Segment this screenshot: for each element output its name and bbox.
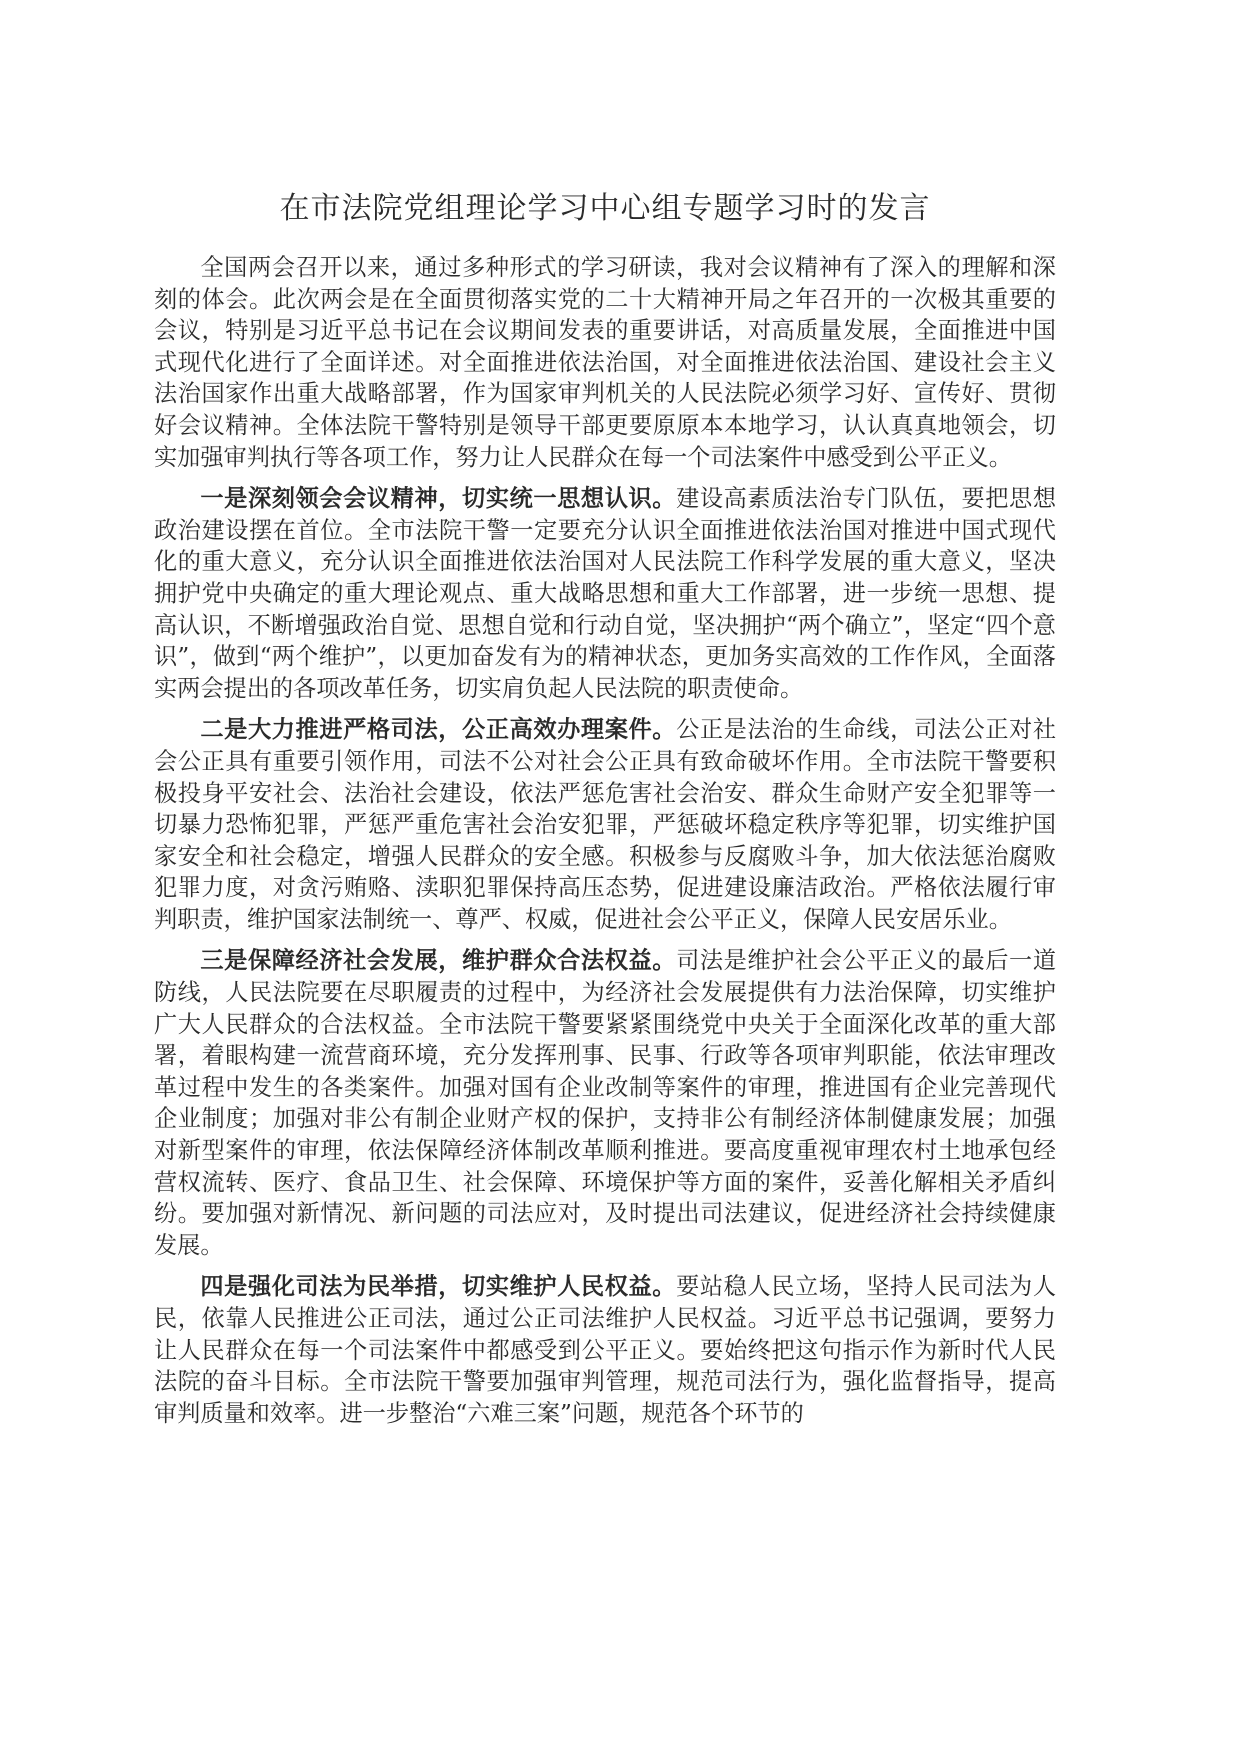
section-heading-1: 一是深刻领会会议精神，切实统一思想认识。 [200, 485, 677, 513]
intro-paragraph: 全国两会召开以来，通过多种形式的学习研读，我对会议精神有了深入的理解和深刻的体会。此次两会是在全面贯彻落实党的二十大精神开局之年召开的一次极其重要的会议，特别是习近平总书记在会议期间发表的重要讲话，对高质量发展，全面推进中国式现代化进行了全面详述。对全面推进依法治国，对全面推进依法治国、建设社会主义法治国家作出重大战略部署，作为国家审判机关的人民法院必须学习好、宣传好、贯彻好会议精神。全体法院干警特别是领导干部更要原原本本地学习，认认真真地领会，切实加强审判执行等各项工作，努力让人民群众在每一个司法案件中感受到公平正义。 [154, 254, 1056, 471]
document-title: 在市法院党组理论学习中心组专题学习时的发言 [279, 191, 931, 226]
section-paragraph-1 [154, 483, 1056, 704]
section-paragraph-3 [154, 945, 1056, 1261]
section-paragraph-2 [154, 714, 1056, 935]
section-heading-3: 三是保障经济社会发展，维护群众合法权益。 [200, 947, 677, 975]
section-body-1: 建设高素质法治专门队伍，要把思想政治建设摆在首位。全市法院干警一定要充分认识全面推进依法治国对推进中国式现代化的重大意义，充分认识全面推进依法治国对人民法院工作科学发展的重大意义，坚决拥护党中央确定的重大理论观点、重大战略思想和重大工作部署，进一步统一思想、提高认识，不断增强政治自觉、思想自觉和行动自觉，坚决拥护“两个确立”，坚定“四个意识”，做到“两个维护”，以更加奋发有为的精神状态，更加务实高效的工作作风，全面落实两会提出的各项改革任务，切实肩负起人民法院的职责使命。 [154, 485, 1057, 702]
section-body-3: 司法是维护社会公平正义的最后一道防线，人民法院要在尽职履责的过程中，为经济社会发展提供有力法治保障，切实维护广大人民群众的合法权益。全市法院干警要紧紧围绕党中央关于全面深化改革的重大部署，着眼构建一流营商环境，充分发挥刑事、民事、行政等各项审判职能，依法审理改革过程中发生的各类案件。加强对国有企业改制等案件的审理，推进国有企业完善现代企业制度；加强对非公有制企业财产权的保护，支持非公有制经济体制健康发展；加强对新型案件的审理，依法保障经济体制改革顺利推进。要高度重视审理农村土地承包经营权流转、医疗、食品卫生、社会保障、环境保护等方面的案件，妥善化解相关矛盾纠纷。要加强对新情况、新问题的司法应对，及时提出司法建议，促进经济社会持续健康发展。 [154, 947, 1057, 1259]
section-body-2: 公正是法治的生命线，司法公正对社会公正具有重要引领作用，司法不公对社会公正具有致命破坏作用。全市法院干警要积极投身平安社会、法治社会建设，依法严惩危害社会治安、群众生命财产安全犯罪等一切暴力恐怖犯罪，严惩严重危害社会治安犯罪，严惩破坏稳定秩序等犯罪，切实维护国家安全和社会稳定，增强人民群众的安全感。积极参与反腐败斗争，加大依法惩治腐败犯罪力度，对贪污贿赂、渎职犯罪保持高压态势，促进建设廉洁政治。严格依法履行审判职责，维护国家法制统一、尊严、权威，促进社会公平正义，保障人民安居乐业。 [154, 716, 1057, 933]
document-page [154, 186, 1056, 1439]
section-paragraph-4 [154, 1271, 1056, 1429]
section-heading-4: 四是强化司法为民举措，切实维护人民权益。 [200, 1273, 677, 1301]
section-heading-2: 二是大力推进严格司法，公正高效办理案件。 [200, 716, 677, 744]
section-body-4: 要站稳人民立场，坚持人民司法为人民，依靠人民推进公正司法，通过公正司法维护人民权益。习近平总书记强调，要努力让人民群众在每一个司法案件中都感受到公平正义。要始终把这句指示作为新时代人民法院的奋斗目标。全市法院干警要加强审判管理，规范司法行为，强化监督指导，提高审判质量和效率。进一步整治“六难三案”问题，规范各个环节的 [154, 1273, 1057, 1427]
